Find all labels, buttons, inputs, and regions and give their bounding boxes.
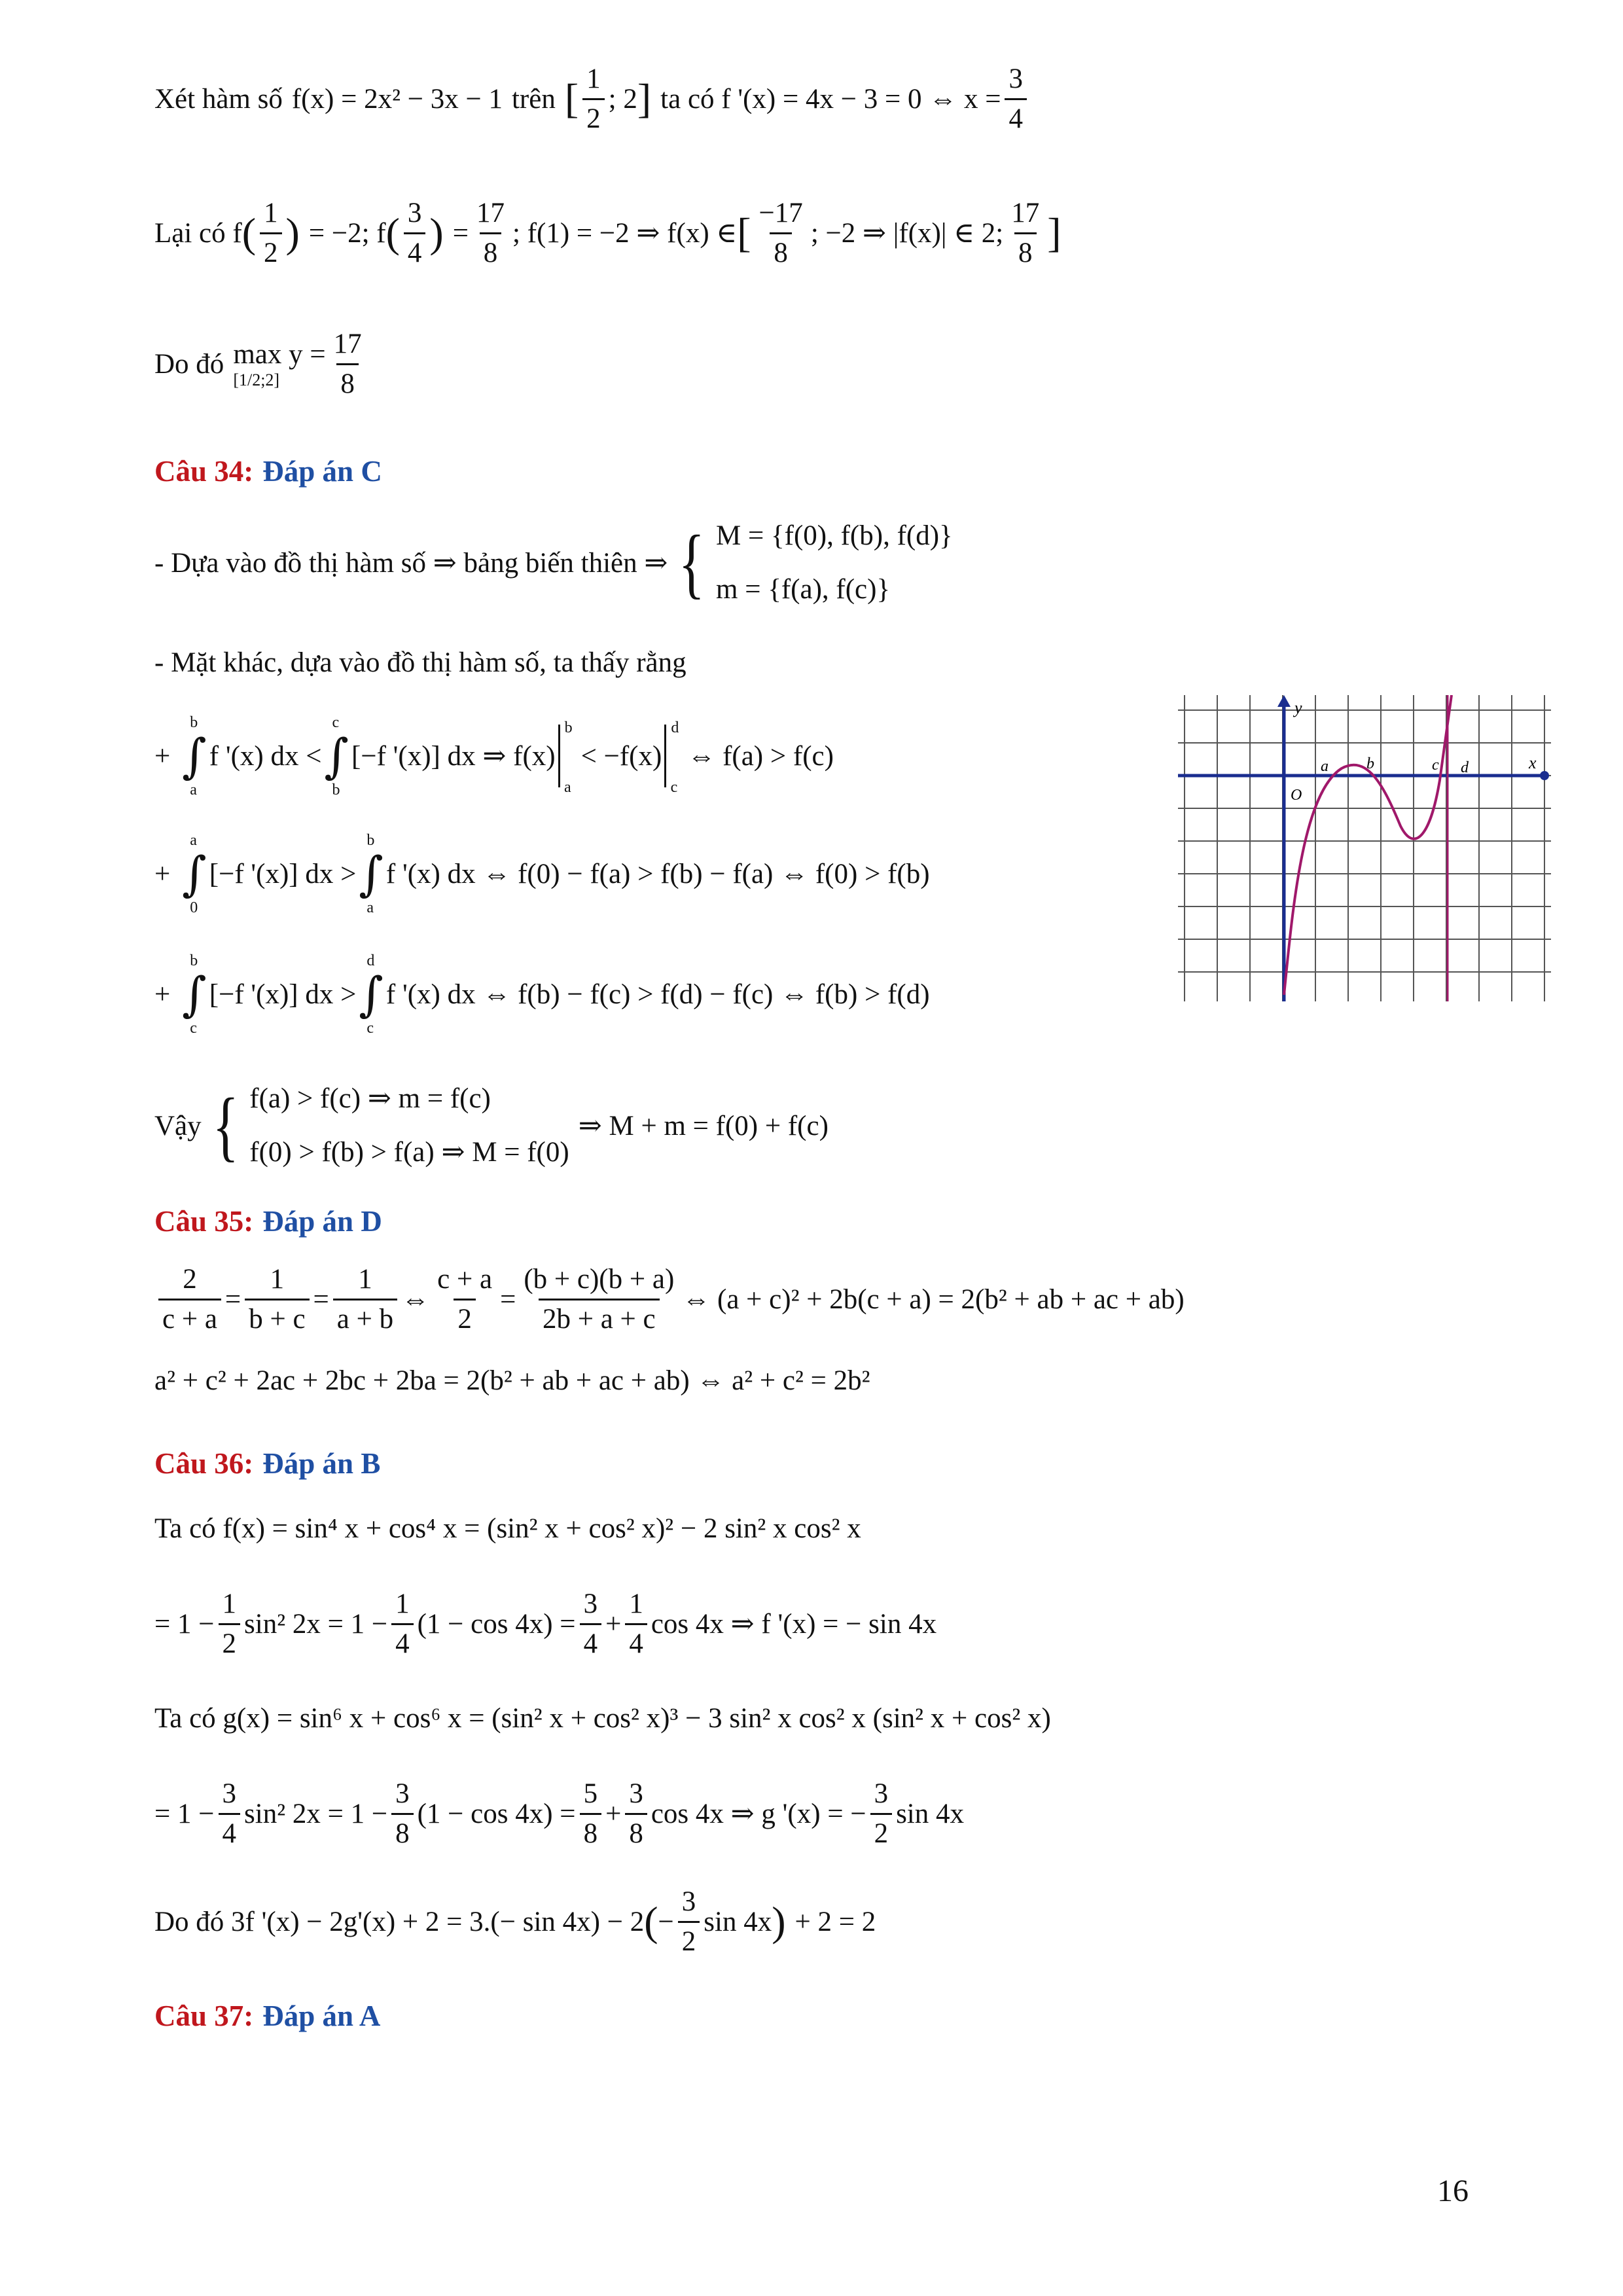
fraction [1005,63,1027,135]
formula: [−f '(x)] dx > [209,978,357,1010]
x-axis-arrow [1540,771,1549,780]
denominator: 8 [391,1813,414,1850]
integral [324,714,349,798]
denominator: 8 [580,1813,602,1850]
denominator: 2 [870,1813,893,1850]
fraction [245,1263,309,1335]
q36-line-5 [154,1876,876,1967]
numerator: (b + c)(b + a) [524,1264,675,1295]
formula: Ta có f(x) = sin⁴ x + cos⁴ x = (sin² x + cos² x)² − 2 sin² x cos² x [154,1513,861,1544]
paren: ) [429,209,444,256]
bracket: ] [637,75,652,122]
denominator: a + b [333,1299,397,1335]
formula: f '(x) dx ⇔ f(b) − f(c) > f(d) − f(c) ⇔ f(b) > f(d) [385,978,930,1010]
denominator: 8 [1014,232,1037,269]
denominator: c + a [158,1299,221,1335]
integral-sign: ∫ [182,728,207,783]
fraction [158,1263,221,1335]
denominator: 8 [336,363,359,400]
formula: + [605,1608,622,1640]
bracket: ] [1047,209,1061,256]
numerator: c + a [437,1264,493,1295]
numerator: 1 [222,1588,237,1620]
label-origin: O [1291,787,1302,804]
text: ; 2 [608,83,637,115]
fraction [333,1263,397,1335]
denominator: 4 [404,232,426,269]
formula: sin 4x [704,1906,772,1937]
integral-sign: ∫ [359,846,383,901]
question-label: Câu 34: [154,455,254,488]
lower-limit: 0 [190,899,198,916]
q33-line-1 [154,56,1031,141]
formula: cos 4x ⇒ g '(x) = − [651,1799,866,1829]
text: max y = [233,338,326,370]
formula: f(x) = 2x² − 3x − 1 [291,83,503,115]
text: ; f(1) = −2 ⇒ f(x) ∈ [512,218,738,249]
denominator: 2 [219,1623,241,1660]
text: - Dựa vào đồ thị hàm số ⇒ bảng biến thiên ⇒ [154,548,668,579]
numerator: 3 [583,1588,598,1620]
subscript: [1/2;2] [233,370,280,389]
numerator: 3 [874,1778,889,1810]
equals: = [313,1283,329,1315]
integral-sign: ∫ [182,967,207,1022]
fraction [1007,197,1043,269]
fraction [433,1263,496,1335]
system [249,1072,569,1179]
min-set: m = {f(a), f(c)} [716,574,891,605]
fraction [404,197,426,269]
fraction [625,1778,647,1850]
numerator: 1 [264,198,278,229]
lower-limit: b [332,781,340,798]
fraction [755,197,807,269]
formula: ta có f '(x) = 4x − 3 = 0 ⇔ x = [660,83,1001,115]
numerator: 2 [183,1264,197,1295]
text: trên [511,83,556,115]
numerator: 3 [1008,63,1023,95]
formula: = 1 − [154,1798,215,1829]
q37-heading [154,1996,380,2036]
fraction [625,1588,647,1660]
paren: ) [285,209,300,256]
formula: + 2 = 2 [794,1906,876,1937]
paren: ( [385,209,400,256]
denominator: 4 [625,1623,647,1660]
formula: < −f(x) [580,740,662,772]
fraction [580,1778,602,1850]
integral-sign: ∫ [182,846,207,901]
text: ; −2 ⇒ |f(x)| ∈ 2; [810,218,1004,249]
brace: { [679,519,705,606]
lower-limit: a [563,779,571,796]
equals: = [500,1283,516,1315]
integral-sign: ∫ [359,967,383,1022]
numerator: 3 [407,198,422,229]
formula: a² + c² + 2ac + 2bc + 2ba = 2(b² + ab + ac + ab) ⇔ a² + c² = 2b² [154,1365,870,1396]
evaluation-bar [664,719,679,796]
q34-heading [154,452,382,491]
formula: ⇔ f(a) > f(c) [687,740,834,772]
q33-line-2 [154,187,1061,279]
formula: sin² 2x = 1 − [244,1798,388,1829]
text: + [154,740,171,772]
q35-line-2 [154,1357,870,1403]
formula: cos 4x ⇒ f '(x) = − sin 4x [651,1609,937,1640]
text: Lại có f [154,217,242,249]
system [716,509,953,616]
fraction [391,1778,414,1850]
numerator: 1 [586,63,601,95]
formula: (1 − cos 4x) = [417,1608,576,1640]
denominator: 2b + a + c [539,1299,660,1335]
result: ⇒ M + m = f(0) + f(c) [578,1111,829,1141]
upper-limit: c [332,714,340,731]
denominator: 2 [454,1299,476,1335]
q36-line-1 [154,1505,861,1551]
condition: f(0) > f(b) > f(a) ⇒ M = f(0) [249,1137,569,1168]
text: + [154,858,171,889]
numerator: 3 [681,1886,696,1918]
label-x: x [1529,753,1537,772]
upper-limit: d [671,719,679,736]
numerator: −17 [758,198,803,229]
bracket: [ [737,209,751,256]
denominator: 2 [582,98,605,135]
label-b: b [1366,755,1374,772]
answer-label: Đáp án D [262,1205,382,1238]
numerator: 1 [395,1588,410,1620]
lower-limit: c [366,1020,374,1037]
denominator: b + c [245,1299,309,1335]
q33-line-3 [154,318,370,410]
lower-limit: a [190,781,197,798]
q34-line-1 [154,511,953,615]
lower-limit: a [366,899,374,916]
upper-limit: b [190,714,198,731]
formula: [−f '(x)] dx ⇒ f(x) [351,741,556,772]
formula: sin² 2x = 1 − [244,1608,388,1640]
denominator: 2 [260,232,282,269]
formula: (1 − cos 4x) = [417,1798,576,1829]
lower-limit: c [190,1020,197,1037]
fraction [582,63,605,135]
upper-limit: d [366,952,375,969]
upper-limit: a [190,832,197,849]
question-label: Câu 35: [154,1205,254,1238]
equals: = [224,1283,241,1315]
formula: sin 4x [896,1798,965,1829]
fraction [219,1588,241,1660]
answer-label: Đáp án C [262,455,382,488]
page-number: 16 [1437,2174,1469,2208]
text: = [452,217,469,249]
denominator: 4 [391,1623,414,1660]
function-graph [1178,695,1551,1001]
paren: ( [644,1898,658,1945]
text: - Mặt khác, dựa vào đồ thị hàm số, ta thấy rằng [154,647,687,678]
fraction [580,1588,602,1660]
label-y: y [1294,698,1302,717]
formula: Ta có g(x) = sin⁶ x + cos⁶ x = (sin² x + cos² x)³ − 3 sin² x cos² x (sin² x + cos² x) [154,1702,1051,1734]
fraction [219,1778,241,1850]
integral [182,714,207,798]
formula: = 1 − [154,1608,215,1640]
label-d: d [1461,759,1469,776]
formula: f '(x) dx < [209,740,322,772]
q35-heading [154,1202,382,1241]
numerator: 3 [395,1778,410,1810]
evaluation-bar [558,719,573,796]
answer-label: Đáp án B [262,1447,381,1480]
denominator: 8 [625,1813,647,1850]
paren: ) [772,1898,786,1945]
fraction [260,197,282,269]
q34-integral-1 [154,714,834,798]
integral-sign: ∫ [324,728,349,783]
q36-line-2 [154,1581,936,1666]
integral [182,952,207,1037]
upper-limit: b [564,719,573,736]
upper-limit: b [190,952,198,969]
max-set: M = {f(0), f(b), f(d)} [716,520,953,552]
numerator: 3 [222,1778,237,1810]
numerator: 5 [583,1778,598,1810]
denominator: 4 [219,1813,241,1850]
denominator: 8 [480,232,502,269]
numerator: 3 [629,1778,643,1810]
q34-integral-2 [154,832,930,916]
integral [182,832,207,916]
fraction [330,328,366,400]
text: Xét hàm số [154,83,283,115]
text: Vậy [154,1110,202,1141]
numerator: 17 [1011,198,1040,229]
denominator: 4 [580,1623,602,1660]
q36-line-3 [154,1695,1051,1741]
numerator: 1 [629,1588,643,1620]
text: ⇔ [401,1283,430,1315]
question-label: Câu 36: [154,1447,254,1480]
numerator: 1 [358,1264,372,1295]
condition: f(a) > f(c) ⇒ m = f(c) [249,1083,491,1115]
brace: { [212,1082,239,1169]
question-label: Câu 37: [154,2000,254,2032]
lower-limit: c [670,779,678,796]
denominator: 4 [1005,98,1027,135]
formula: Do đó 3f '(x) − 2g'(x) + 2 = 3.(− sin 4x) − 2 [154,1906,645,1937]
bracket: [ [564,75,579,122]
formula: f '(x) dx ⇔ f(0) − f(a) > f(b) − f(a) ⇔ f(0) > f(b) [385,858,930,889]
integral [359,952,383,1037]
text: = −2; f [308,217,386,249]
q35-line-1 [154,1257,1185,1342]
paren: ( [241,209,257,256]
formula: + [605,1798,622,1829]
upper-limit: b [366,832,375,849]
fraction [870,1778,893,1850]
fraction [520,1263,678,1335]
q36-heading [154,1444,380,1483]
numerator: 1 [270,1264,285,1295]
denominator: 8 [770,232,792,269]
fraction [391,1588,414,1660]
fraction [473,197,508,269]
graph-background [1178,695,1551,1001]
minus: − [658,1906,674,1937]
answer-label: Đáp án A [262,2000,381,2032]
numerator: 17 [476,198,505,229]
text: Do đó [154,348,224,380]
fraction [678,1886,700,1958]
q34-line-2 [154,643,687,682]
label-c: c [1432,757,1439,774]
q34-conclusion [154,1073,829,1178]
numerator: 17 [333,329,362,360]
max-operator [233,338,325,390]
denominator: 2 [678,1921,700,1958]
q34-integral-3 [154,952,930,1037]
integral [359,832,383,916]
q36-line-4 [154,1771,964,1856]
formula: [−f '(x)] dx > [209,858,357,889]
text: + [154,978,171,1010]
formula: ⇔ (a + c)² + 2b(c + a) = 2(b² + ab + ac + ab) [682,1283,1185,1315]
label-a: a [1321,758,1329,775]
